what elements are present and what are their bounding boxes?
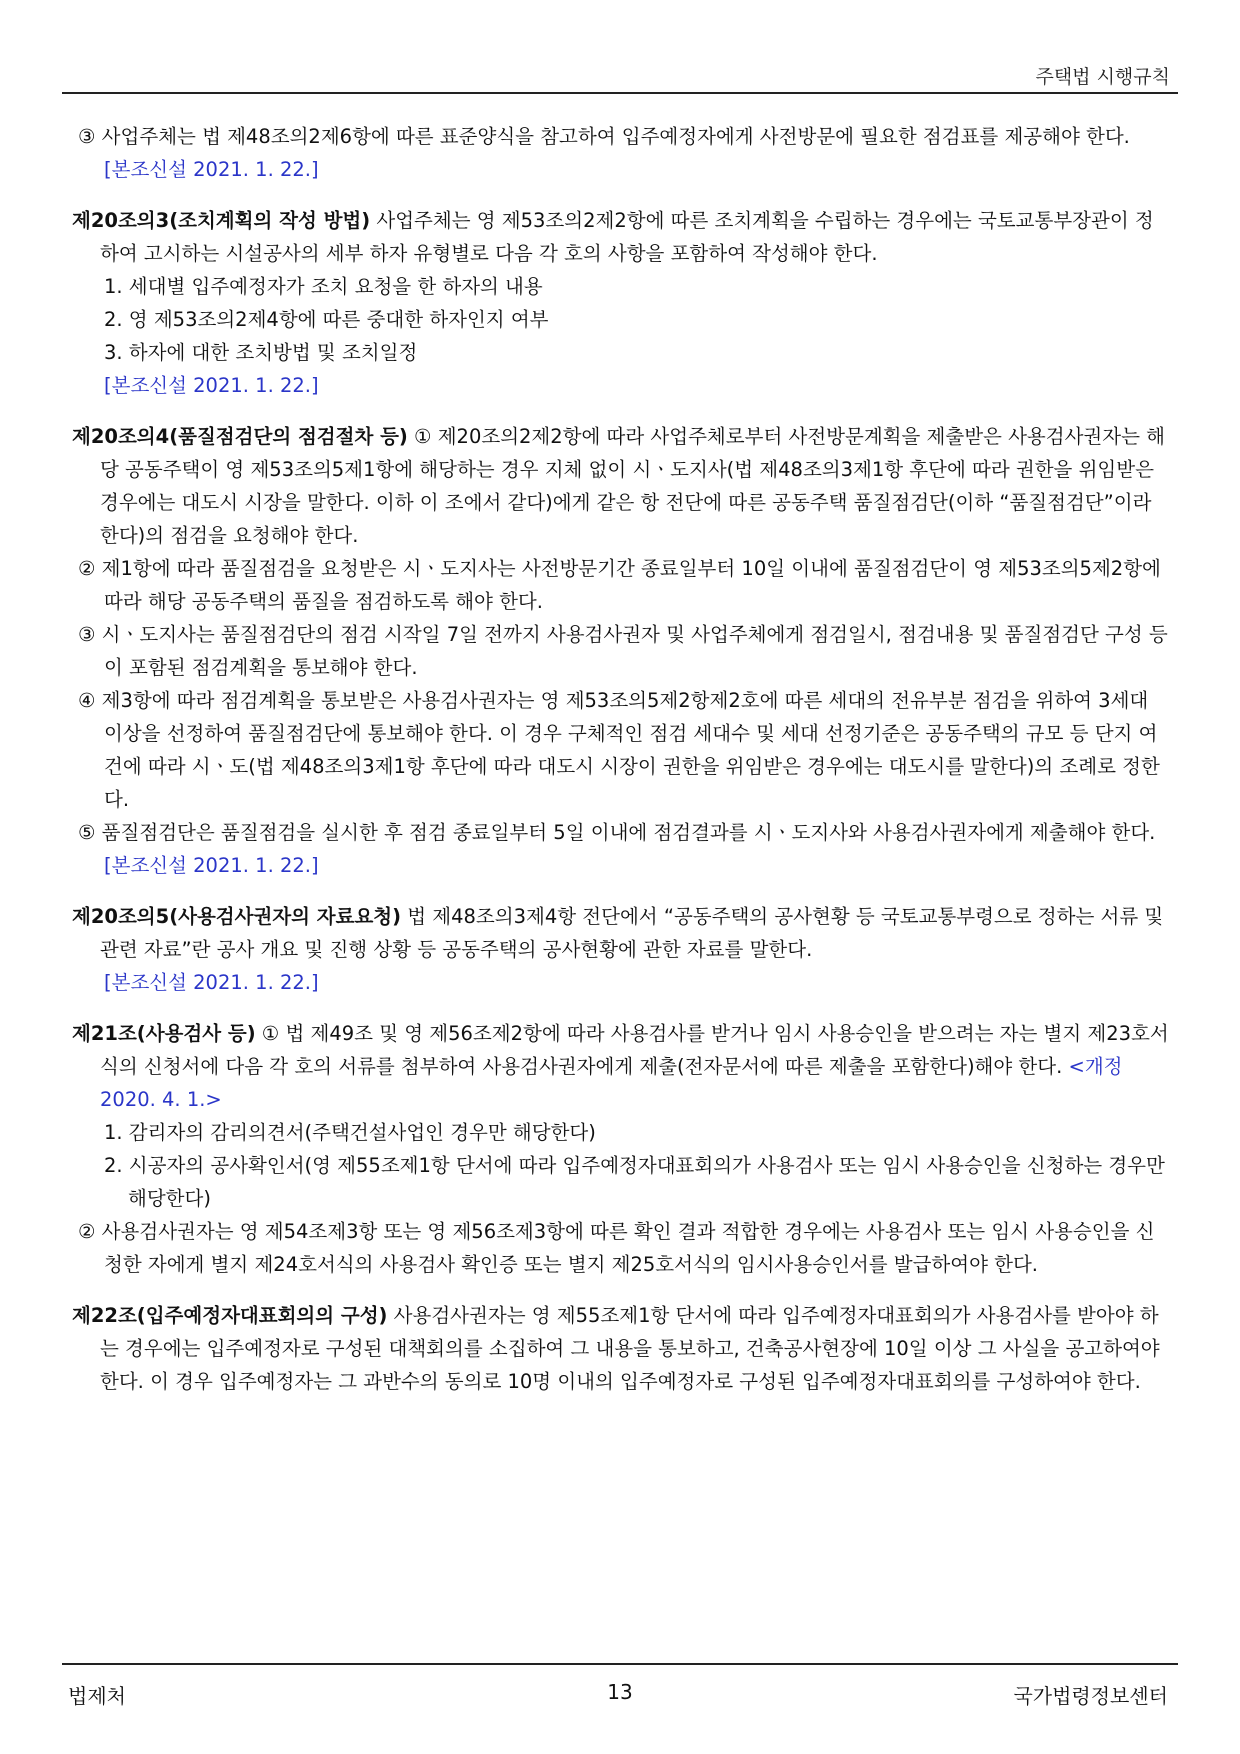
article-22 bbox=[72, 1299, 1172, 1398]
list-item: 1. 세대별 입주예정자가 조치 요청을 한 하자의 내용 bbox=[104, 275, 543, 298]
article-body: 사용검사권자는 영 제55조제1항 단서에 따라 입주예정자대표회의가 사용검사를 받아야 하는 경우에는 입주예정자로 구성된 대책회의를 소집하여 그 내용을 통보하고, 건축공사현장에 10일 이상 그 사실을 공고하여야 한다. 이 경우 입주예정자는 그 과반수의 동의로 10명 이내의 입주예정자로 구성된 입주예정자대표회의를 구성하여야 한다. bbox=[100, 1304, 1160, 1393]
amendment-note: [본조신설 2021. 1. 22.] bbox=[104, 158, 319, 181]
article-21 bbox=[72, 1017, 1172, 1116]
article-20-3 bbox=[72, 204, 1172, 270]
footer-publisher: 법제처 bbox=[68, 1684, 126, 1708]
article-body: ① 법 제49조 및 영 제56조제2항에 따라 사용검사를 받거나 임시 사용승인을 받으려는 자는 별지 제23호서식의 신청서에 다음 각 호의 서류를 첨부하여 사용검사권자에게 제출(전자문서에 따른 제출을 포함한다)해야 한다. bbox=[100, 1022, 1169, 1078]
article-20-5 bbox=[72, 900, 1172, 966]
paragraph-3: ③ 사업주체는 법 제48조의2제6항에 따른 표준양식을 참고하여 입주예정자에게 사전방문에 필요한 점검표를 제공해야 한다. bbox=[78, 125, 1130, 148]
article-20-4 bbox=[72, 420, 1172, 552]
article-body: 사업주체는 영 제53조의2제2항에 따른 조치계획을 수립하는 경우에는 국토교통부장관이 정하여 고시하는 시설공사의 세부 하자 유형별로 다음 각 호의 사항을 포함하여 작성해야 한다. bbox=[100, 209, 1154, 265]
page-header-title: 주택법 시행규칙 bbox=[1035, 66, 1170, 88]
paragraph: ④ 제3항에 따라 점검계획을 통보받은 사용검사권자는 영 제53조의5제2항제2호에 따른 세대의 전유부분 점검을 위하여 3세대 이상을 선정하여 품질점검단에 통보해야 한다. 이 경우 구체적인 점검 세대수 및 세대 선정기준은 공동주택의 규모 등 단지 여건에 따라 시ㆍ도(법 제48조의3제1항 후단에 따라 대도시 시장이 권한을 위임받은 경우에는 대도시를 말한다)의 조례로 정한다. bbox=[78, 689, 1160, 811]
list-item: 2. 영 제53조의2제4항에 따른 중대한 하자인지 여부 bbox=[104, 308, 549, 331]
article-title: 제20조의5(사용검사권자의 자료요청) bbox=[72, 905, 402, 928]
document-body bbox=[72, 120, 1172, 1398]
header-rule bbox=[62, 92, 1178, 94]
amendment-note: [본조신설 2021. 1. 22.] bbox=[104, 854, 319, 877]
amendment-note: [본조신설 2021. 1. 22.] bbox=[104, 971, 319, 994]
footer-source: 국가법령정보센터 bbox=[1013, 1684, 1168, 1708]
article-title: 제20조의3(조치계획의 작성 방법) bbox=[72, 209, 371, 232]
paragraph: ② 제1항에 따라 품질점검을 요청받은 시ㆍ도지사는 사전방문기간 종료일부터 10일 이내에 품질점검단이 영 제53조의5제2항에 따라 해당 공동주택의 품질을 점검하도록 해야 한다. bbox=[78, 557, 1161, 613]
page-number: 13 bbox=[607, 1680, 633, 1704]
paragraph: ③ 시ㆍ도지사는 품질점검단의 점검 시작일 7일 전까지 사용검사권자 및 사업주체에게 점검일시, 점검내용 및 품질점검단 구성 등이 포함된 점검계획을 통보해야 한다. bbox=[78, 623, 1168, 679]
amendment-note: [본조신설 2021. 1. 22.] bbox=[104, 374, 319, 397]
paragraph: ② 사용검사권자는 영 제54조제3항 또는 영 제56조제3항에 따른 확인 결과 적합한 경우에는 사용검사 또는 임시 사용승인을 신청한 자에게 별지 제24호서식의 사용검사 확인증 또는 별지 제25호서식의 임시사용승인서를 발급하여야 한다. bbox=[78, 1220, 1155, 1276]
footer-rule bbox=[62, 1663, 1178, 1665]
article-body: ① 제20조의2제2항에 따라 사업주체로부터 사전방문계획을 제출받은 사용검사권자는 해당 공동주택이 영 제53조의5제1항에 해당하는 경우 지체 없이 시ㆍ도지사(법 제48조의3제1항 후단에 따라 권한을 위임받은 경우에는 대도시 시장을 말한다. 이하 이 조에서 같다)에게 같은 항 전단에 따른 공동주택 품질점검단(이하 “품질점검단”이라 한다)의 점검을 요청해야 한다. bbox=[100, 425, 1165, 547]
paragraph: ⑤ 품질점검단은 품질점검을 실시한 후 점검 종료일부터 5일 이내에 점검결과를 시ㆍ도지사와 사용검사권자에게 제출해야 한다. bbox=[78, 821, 1156, 844]
article-title: 제21조(사용검사 등) bbox=[72, 1022, 256, 1045]
article-title: 제22조(입주예정자대표회의의 구성) bbox=[72, 1304, 388, 1327]
article-title: 제20조의4(품질점검단의 점검절차 등) bbox=[72, 425, 408, 448]
list-item: 2. 시공자의 공사확인서(영 제55조제1항 단서에 따라 입주예정자대표회의가 사용검사 또는 임시 사용승인을 신청하는 경우만 해당한다) bbox=[104, 1154, 1165, 1210]
list-item: 3. 하자에 대한 조치방법 및 조치일정 bbox=[104, 341, 418, 364]
article-body: 법 제48조의3제4항 전단에서 “공동주택의 공사현황 등 국토교통부령으로 정하는 서류 및 관련 자료”란 공사 개요 및 진행 상황 등 공동주택의 공사현황에 관한 자료를 말한다. bbox=[100, 905, 1164, 961]
amendment-note: <개정 2020. 4. 1.> bbox=[100, 1055, 1123, 1111]
list-item: 1. 감리자의 감리의견서(주택건설사업인 경우만 해당한다) bbox=[104, 1121, 596, 1144]
